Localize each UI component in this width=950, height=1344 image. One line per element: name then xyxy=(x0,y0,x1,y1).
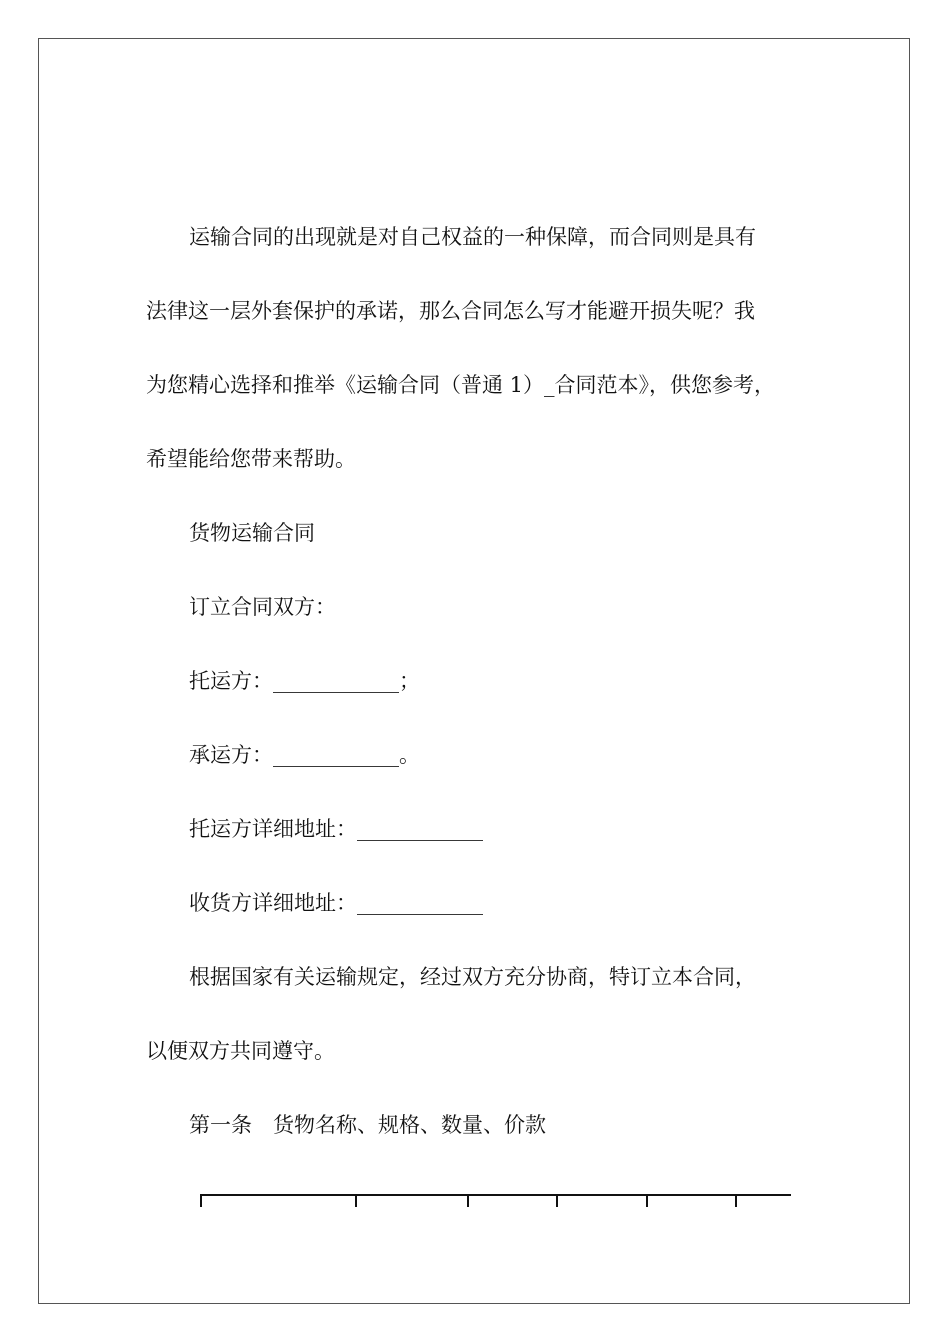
table-column-divider xyxy=(646,1194,648,1207)
table-column-divider xyxy=(355,1194,357,1207)
carrier-field: 承运方：____________。 xyxy=(189,743,420,767)
agreement-line-1: 根据国家有关运输规定，经过双方充分协商，特订立本合同， xyxy=(189,965,756,989)
table-column-divider xyxy=(467,1194,469,1207)
document-body xyxy=(146,200,816,1162)
table-column-divider xyxy=(735,1194,737,1207)
intro-line-3: 为您精心选择和推举《运输合同（普通 1）_合同范本》，供您参考， xyxy=(146,373,776,397)
agreement-line-2: 以便双方共同遵守。 xyxy=(146,1039,335,1063)
intro-line-1: 运输合同的出现就是对自己权益的一种保障，而合同则是具有 xyxy=(189,225,756,249)
goods-table-top-border xyxy=(200,1194,791,1208)
parties-heading: 订立合同双方： xyxy=(189,595,336,619)
intro-line-4: 希望能给您带来帮助。 xyxy=(146,447,356,471)
intro-line-2: 法律这一层外套保护的承诺，那么合同怎么写才能避开损失呢？我 xyxy=(146,299,755,323)
table-column-divider xyxy=(556,1194,558,1207)
table-top-line xyxy=(200,1194,791,1196)
table-column-divider xyxy=(200,1194,202,1207)
contract-title: 货物运输合同 xyxy=(189,521,315,545)
shipper-field: 托运方：____________； xyxy=(189,669,420,693)
shipper-address-field: 托运方详细地址：____________ xyxy=(189,817,483,841)
consignee-address-field: 收货方详细地址：____________ xyxy=(189,891,483,915)
article-one-heading: 第一条 货物名称、规格、数量、价款 xyxy=(189,1113,546,1137)
